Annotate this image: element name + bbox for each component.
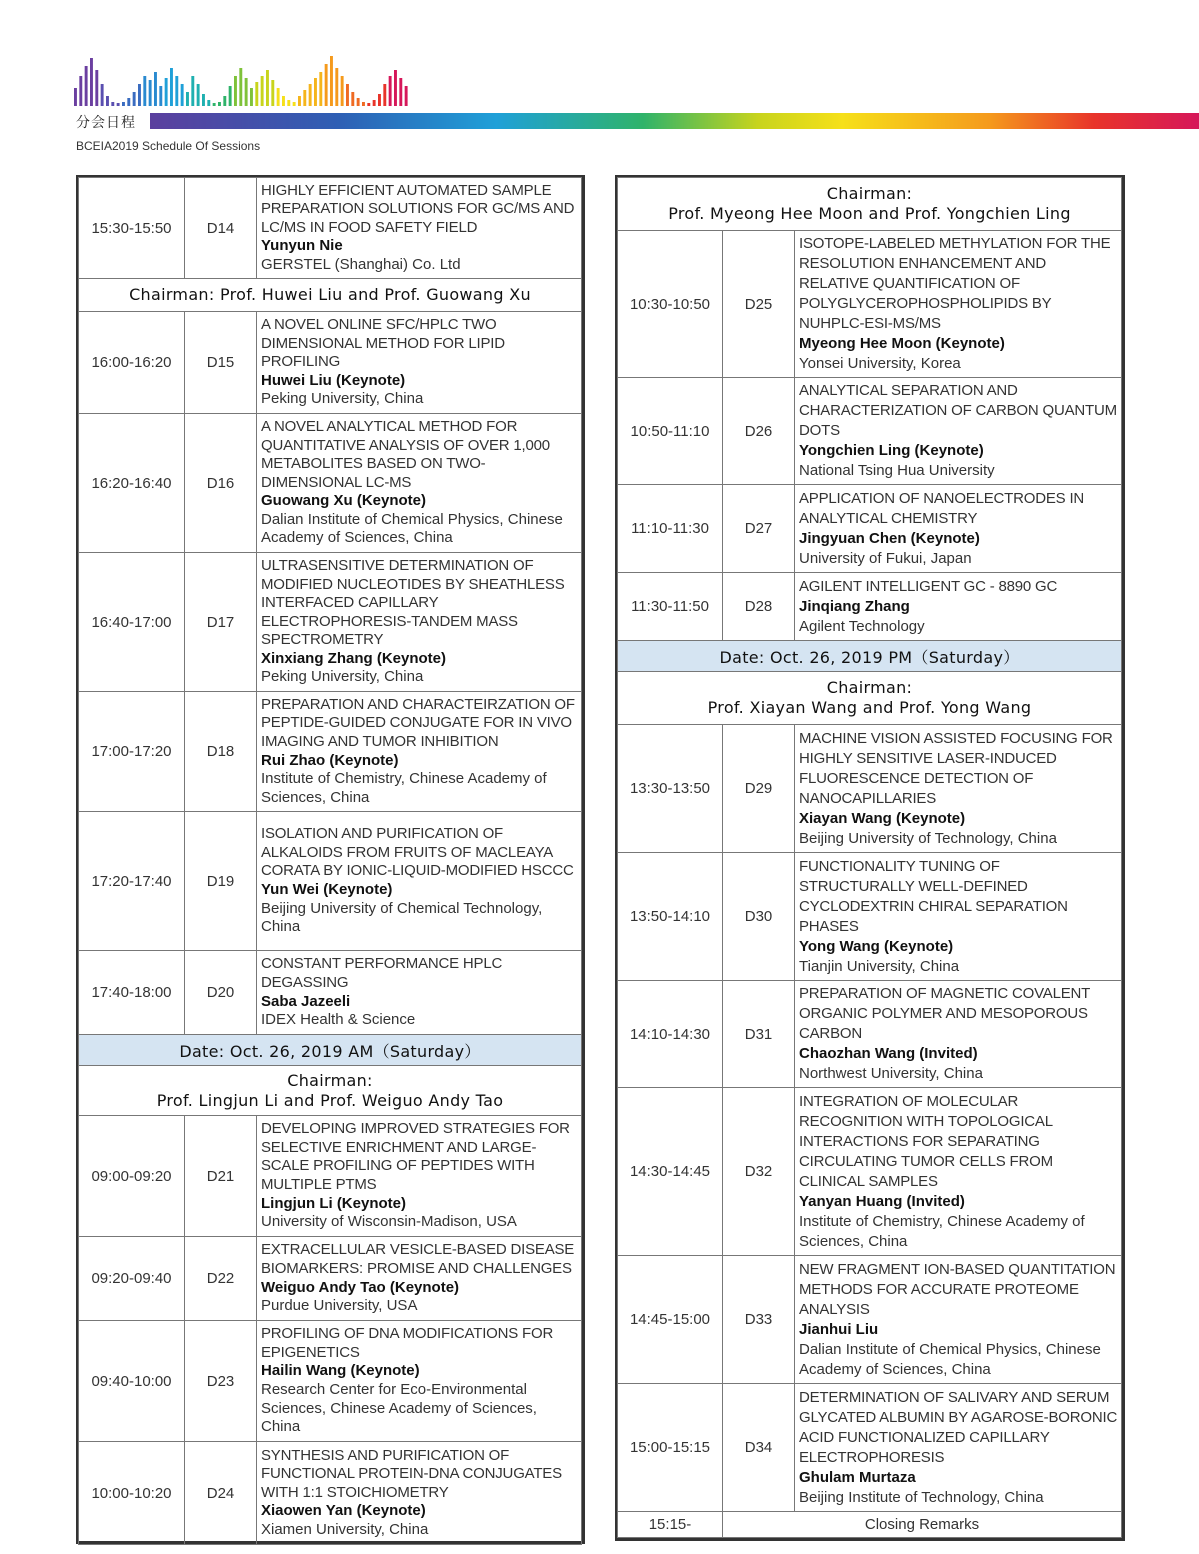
chairman-names: Prof. Xiayan Wang and Prof. Yong Wang <box>707 698 1032 717</box>
session-code: D22 <box>185 1237 257 1321</box>
talk-title: APPLICATION OF NANOELECTRODES IN ANALYTICAL CHEMISTRY <box>799 489 1085 527</box>
brand-logo-bars <box>74 46 410 106</box>
session-row <box>618 1256 1122 1384</box>
session-row <box>618 1384 1122 1512</box>
session-details <box>257 414 582 553</box>
logo-bar <box>191 76 194 106</box>
logo-bar <box>351 92 354 106</box>
session-time: 09:00-09:20 <box>79 1116 185 1237</box>
talk-title: INTEGRATION OF MOLECULAR RECOGNITION WITH TOPOLOGICAL INTERACTIONS FOR SEPARATING CIRCULATING TUMOR CELLS FROM CLINICAL SAMPLES <box>799 1092 1053 1190</box>
logo-bar <box>271 80 274 106</box>
chairman-text: Chairman: Prof. Huwei Liu and Prof. Guowang Xu <box>79 279 582 312</box>
session-row <box>618 378 1122 485</box>
chairman-label: Chairman: <box>826 184 913 203</box>
rainbow-banner <box>150 113 1199 129</box>
speaker-affiliation: Research Center for Eco-Environmental Sciences, Chinese Academy of Sciences, China <box>261 1381 537 1436</box>
chairman-names: Prof. Myeong Hee Moon and Prof. Yongchien Ling <box>668 204 1071 223</box>
session-row <box>79 414 582 553</box>
schedule-table-right <box>617 177 1122 1538</box>
speaker-affiliation: Dalian Institute of Chemical Physics, Chinese Academy of Sciences, China <box>799 1340 1101 1378</box>
session-time: 15:00-15:15 <box>618 1384 723 1512</box>
session-details <box>795 485 1122 573</box>
logo-bar <box>266 70 269 106</box>
schedule-right-column <box>615 175 1125 1541</box>
logo-bar <box>149 80 152 106</box>
speaker-name: Rui Zhao (Keynote) <box>261 751 399 769</box>
section-title-chinese: 分会日程 <box>76 115 136 131</box>
talk-title: ISOLATION AND PURIFICATION OF ALKALOIDS FROM FRUITS OF MACLEAYA CORATA BY IONIC-LIQUID-MODIFIED HSCCC <box>261 825 574 880</box>
session-row <box>618 573 1122 641</box>
session-code: D19 <box>185 812 257 951</box>
logo-bar <box>346 84 349 106</box>
logo-bar <box>133 92 136 106</box>
speaker-affiliation: University of Fukui, Japan <box>799 549 972 567</box>
speaker-name: Myeong Hee Moon (Keynote) <box>799 335 1005 352</box>
logo-bar <box>127 98 130 106</box>
session-row <box>618 485 1122 573</box>
talk-title: SYNTHESIS AND PURIFICATION OF FUNCTIONAL PROTEIN-DNA CONJUGATES WITH 1:1 STOICHIOMETRY <box>261 1446 562 1501</box>
logo-bar <box>394 70 397 106</box>
logo-bar <box>239 68 242 106</box>
chairman-names: Prof. Lingjun Li and Prof. Weiguo Andy Tao <box>156 1090 504 1110</box>
session-details <box>795 981 1122 1088</box>
logo-bar <box>85 66 88 106</box>
speaker-name: Yun Wei (Keynote) <box>261 881 393 898</box>
logo-bar <box>229 86 232 106</box>
logo-bar <box>303 90 306 106</box>
session-time: 10:30-10:50 <box>618 231 723 378</box>
session-row <box>79 1321 582 1442</box>
talk-title: AGILENT INTELLIGENT GC - 8890 GC <box>799 577 1058 595</box>
date-row <box>79 1035 582 1066</box>
session-details <box>795 231 1122 378</box>
session-time: 10:00-10:20 <box>79 1442 185 1545</box>
chairman-text <box>618 178 1122 231</box>
chairman-row <box>618 672 1122 725</box>
talk-title: CONSTANT PERFORMANCE HPLC DEGASSING <box>261 955 503 991</box>
speaker-name: Jinqiang Zhang <box>799 597 910 615</box>
talk-title: ULTRASENSITIVE DETERMINATION OF MODIFIED NUCLEOTIDES BY SHEATHLESS INTERFACED CAPILLARY ELECTROPHORESIS-TANDEM MASS SPECTROMETRY <box>261 556 565 649</box>
logo-bar <box>245 78 248 106</box>
session-code: D28 <box>723 573 795 641</box>
logo-bar <box>138 84 141 106</box>
session-time: 09:20-09:40 <box>79 1237 185 1321</box>
speaker-name: Yunyun Nie <box>261 237 343 255</box>
talk-title: A NOVEL ANALYTICAL METHOD FOR QUANTITATIVE ANALYSIS OF OVER 1,000 METABOLITES BASED ON TWO-DIMENSIONAL LC-MS <box>261 417 550 491</box>
logo-bar <box>319 72 322 106</box>
chairman-text <box>618 672 1122 725</box>
logo-bar <box>357 98 360 106</box>
logo-bar <box>143 76 146 106</box>
session-time: 15:15- <box>618 1512 723 1538</box>
closing-remarks: Closing Remarks <box>723 1512 1122 1538</box>
speaker-affiliation: IDEX Health & Science <box>261 1011 416 1029</box>
session-row <box>79 1237 582 1321</box>
speaker-name: Huwei Liu (Keynote) <box>261 371 406 389</box>
speaker-affiliation: Beijing University of Technology, China <box>799 829 1057 847</box>
section-title-english: BCEIA2019 Schedule Of Sessions <box>76 139 261 153</box>
speaker-affiliation: Peking University, China <box>261 390 424 408</box>
speaker-affiliation: Purdue University, USA <box>261 1297 418 1315</box>
talk-title: HIGHLY EFFICIENT AUTOMATED SAMPLE PREPARATION SOLUTIONS FOR GC/MS AND LC/MS IN FOOD SAFETY FIELD <box>261 181 575 236</box>
session-time: 10:50-11:10 <box>618 378 723 485</box>
speaker-name: Yongchien Ling (Keynote) <box>799 442 984 459</box>
logo-bar <box>383 84 386 106</box>
speaker-affiliation: Dalian Institute of Chemical Physics, Chinese Academy of Sciences, China <box>261 510 563 547</box>
logo-bar <box>293 102 296 106</box>
session-row <box>79 951 582 1035</box>
speaker-affiliation: Xiamen University, China <box>261 1520 429 1538</box>
logo-bar <box>154 72 157 106</box>
talk-title: ANALYTICAL SEPARATION AND CHARACTERIZATION OF CARBON QUANTUM DOTS <box>799 382 1117 439</box>
session-details <box>795 1384 1122 1512</box>
logo-bar <box>367 103 370 106</box>
session-details <box>257 178 582 279</box>
session-time: 14:10-14:30 <box>618 981 723 1088</box>
session-code: D24 <box>185 1442 257 1545</box>
session-code: D31 <box>723 981 795 1088</box>
session-code: D17 <box>185 553 257 692</box>
logo-bar <box>197 84 200 106</box>
speaker-affiliation: Beijing University of Chemical Technology, China <box>261 899 543 936</box>
speaker-name: Hailin Wang (Keynote) <box>261 1362 420 1380</box>
session-details <box>257 1116 582 1237</box>
talk-title: MACHINE VISION ASSISTED FOCUSING FOR HIGHLY SENSITIVE LASER-INDUCED FLUORESCENCE DETECTION OF NANOCAPILLARIES <box>799 729 1113 807</box>
session-details <box>257 1237 582 1321</box>
speaker-name: Weiguo Andy Tao (Keynote) <box>261 1278 460 1296</box>
logo-bar <box>79 76 82 106</box>
session-row <box>618 231 1122 378</box>
session-row <box>79 812 582 951</box>
logo-bar <box>101 84 104 106</box>
logo-bar <box>405 86 408 106</box>
chairman-row <box>618 178 1122 231</box>
speaker-affiliation: Beijing Institute of Technology, China <box>799 1488 1044 1506</box>
session-row <box>618 1088 1122 1256</box>
speaker-affiliation: GERSTEL (Shanghai) Co. Ltd <box>261 255 461 273</box>
speaker-name: Yong Wang (Keynote) <box>799 937 954 955</box>
session-date: Date: Oct. 26, 2019 AM（Saturday） <box>79 1035 582 1066</box>
session-code: D33 <box>723 1256 795 1384</box>
session-time: 11:30-11:50 <box>618 573 723 641</box>
session-row <box>79 1442 582 1545</box>
logo-bar <box>287 100 290 106</box>
talk-title: PREPARATION OF MAGNETIC COVALENT ORGANIC POLYMER AND MESOPOROUS CARBON <box>799 985 1090 1042</box>
speaker-name: Lingjun Li (Keynote) <box>261 1194 406 1212</box>
speaker-affiliation: Institute of Chemistry, Chinese Academy of Sciences, China <box>261 770 547 806</box>
speaker-affiliation: Institute of Chemistry, Chinese Academy of Sciences, China <box>799 1212 1085 1250</box>
talk-title: DEVELOPING IMPROVED STRATEGIES FOR SELECTIVE ENRICHMENT AND LARGE-SCALE PROFILING OF PEPTIDES WITH MULTIPLE PTMS <box>261 1120 570 1193</box>
logo-bar <box>213 103 216 106</box>
session-details <box>795 725 1122 853</box>
session-code: D18 <box>185 692 257 812</box>
speaker-name: Jianhui Liu <box>799 1320 879 1338</box>
session-row <box>618 853 1122 981</box>
speaker-affiliation: National Tsing Hua University <box>799 462 995 479</box>
logo-bar <box>218 102 221 106</box>
chairman-label: Chairman: <box>826 678 913 697</box>
speaker-affiliation: Agilent Technology <box>799 617 925 635</box>
session-code: D26 <box>723 378 795 485</box>
logo-bar <box>250 88 253 106</box>
session-details <box>795 573 1122 641</box>
speaker-name: Xinxiang Zhang (Keynote) <box>261 649 447 667</box>
speaker-name: Yanyan Huang (Invited) <box>799 1192 965 1210</box>
speaker-affiliation: Tianjin University, China <box>799 957 960 975</box>
logo-bar <box>341 76 344 106</box>
logo-bar <box>159 86 162 106</box>
session-details <box>257 692 582 812</box>
session-code: D29 <box>723 725 795 853</box>
session-time: 15:30-15:50 <box>79 178 185 279</box>
speaker-name: Ghulam Murtaza <box>799 1468 916 1486</box>
talk-title: PREPARATION AND CHARACTEIRZATION OF PEPTIDE-GUIDED CONJUGATE FOR IN VIVO IMAGING AND TUMOR INHIBITION <box>261 695 575 750</box>
speaker-name: Xiaowen Yan (Keynote) <box>261 1502 426 1520</box>
page-header <box>0 0 1199 165</box>
logo-bar <box>95 70 98 106</box>
session-details <box>795 378 1122 485</box>
speaker-name: Jingyuan Chen (Keynote) <box>799 529 980 547</box>
chairman-text <box>79 1066 582 1116</box>
speaker-name: Xiayan Wang (Keynote) <box>799 809 966 827</box>
logo-bar <box>373 100 376 106</box>
logo-bar <box>399 78 402 106</box>
session-time: 17:40-18:00 <box>79 951 185 1035</box>
session-time: 09:40-10:00 <box>79 1321 185 1442</box>
session-time: 14:30-14:45 <box>618 1088 723 1256</box>
speaker-affiliation: Yonsei University, Korea <box>799 355 961 372</box>
session-code: D27 <box>723 485 795 573</box>
session-time: 16:40-17:00 <box>79 553 185 692</box>
logo-bar <box>117 103 120 106</box>
session-code: D25 <box>723 231 795 378</box>
logo-bar <box>325 64 328 106</box>
session-code: D30 <box>723 853 795 981</box>
talk-title: DETERMINATION OF SALIVARY AND SERUM GLYCATED ALBUMIN BY AGAROSE-BORONIC ACID FUNCTIONALIZED CAPILLARY ELECTROPHORESIS <box>799 1388 1118 1466</box>
session-time: 13:30-13:50 <box>618 725 723 853</box>
session-details <box>257 1442 582 1545</box>
session-time: 17:00-17:20 <box>79 692 185 812</box>
session-time: 16:20-16:40 <box>79 414 185 553</box>
logo-bar <box>122 102 125 106</box>
session-row <box>79 178 582 279</box>
closing-row <box>618 1512 1122 1538</box>
session-code: D34 <box>723 1384 795 1512</box>
session-code: D21 <box>185 1116 257 1237</box>
session-time: 13:50-14:10 <box>618 853 723 981</box>
logo-bar <box>282 96 285 106</box>
session-time: 14:45-15:00 <box>618 1256 723 1384</box>
session-code: D23 <box>185 1321 257 1442</box>
session-details <box>257 1321 582 1442</box>
session-time: 11:10-11:30 <box>618 485 723 573</box>
logo-bar <box>170 68 173 106</box>
logo-bar <box>90 58 93 106</box>
session-row <box>618 725 1122 853</box>
logo-bar <box>181 84 184 106</box>
session-code: D20 <box>185 951 257 1035</box>
talk-title: PROFILING OF DNA MODIFICATIONS FOR EPIGENETICS <box>261 1325 554 1361</box>
speaker-name: Chaozhan Wang (Invited) <box>799 1045 978 1062</box>
session-code: D14 <box>185 178 257 279</box>
session-code: D16 <box>185 414 257 553</box>
logo-bar <box>298 96 301 106</box>
logo-bar <box>255 82 258 106</box>
logo-bar <box>223 96 226 106</box>
talk-title: FUNCTIONALITY TUNING OF STRUCTURALLY WELL-DEFINED CYCLODEXTRIN CHIRAL SEPARATION PHASES <box>799 857 1068 935</box>
session-row <box>618 981 1122 1088</box>
logo-bar <box>309 84 312 106</box>
date-row <box>618 641 1122 672</box>
session-row <box>79 312 582 414</box>
logo-bar <box>202 94 205 106</box>
speaker-affiliation: Northwest University, China <box>799 1065 983 1082</box>
logo-bar <box>207 100 210 106</box>
logo-bar <box>106 96 109 106</box>
session-details <box>257 951 582 1035</box>
session-details <box>257 812 582 951</box>
logo-bar <box>186 92 189 106</box>
session-details <box>257 312 582 414</box>
logo-bar <box>111 102 114 106</box>
chairman-row <box>79 279 582 312</box>
session-row <box>79 553 582 692</box>
session-row <box>79 692 582 812</box>
speaker-name: Guowang Xu (Keynote) <box>261 492 426 510</box>
logo-bar <box>335 68 338 106</box>
logo-bar <box>175 76 178 106</box>
logo-bar <box>389 76 392 106</box>
logo-bar <box>277 88 280 106</box>
session-time: 17:20-17:40 <box>79 812 185 951</box>
speaker-name: Saba Jazeeli <box>261 992 351 1010</box>
logo-bar <box>362 102 365 106</box>
logo-bar <box>330 56 333 106</box>
session-details <box>795 1088 1122 1256</box>
chairman-row <box>79 1066 582 1116</box>
schedule-left-column <box>76 175 585 1544</box>
session-details <box>257 553 582 692</box>
talk-title: A NOVEL ONLINE SFC/HPLC TWO DIMENSIONAL METHOD FOR LIPID PROFILING <box>261 316 505 371</box>
logo-bar <box>165 78 168 106</box>
logo-bar <box>314 78 317 106</box>
speaker-affiliation: Peking University, China <box>261 668 424 686</box>
session-details <box>795 1256 1122 1384</box>
logo-bar <box>261 76 264 106</box>
session-row <box>79 1116 582 1237</box>
session-date: Date: Oct. 26, 2019 PM（Saturday） <box>618 641 1122 672</box>
session-time: 16:00-16:20 <box>79 312 185 414</box>
speaker-affiliation: University of Wisconsin-Madison, USA <box>261 1213 517 1231</box>
talk-title: NEW FRAGMENT ION-BASED QUANTITATION METHODS FOR ACCURATE PROTEOME ANALYSIS <box>799 1260 1116 1318</box>
session-code: D32 <box>723 1088 795 1256</box>
logo-bar <box>378 94 381 106</box>
logo-bar <box>234 76 237 106</box>
talk-title: EXTRACELLULAR VESICLE-BASED DISEASE BIOMARKERS: PROMISE AND CHALLENGES <box>261 1241 575 1277</box>
session-details <box>795 853 1122 981</box>
schedule-table-left <box>78 177 582 1545</box>
chairman-label: Chairman: <box>287 1070 373 1090</box>
logo-bar <box>74 88 77 106</box>
session-code: D15 <box>185 312 257 414</box>
talk-title: ISOTOPE-LABELED METHYLATION FOR THE RESOLUTION ENHANCEMENT AND RELATIVE QUANTIFICATION OF POLYGLYCEROPHOSPHOLIPIDS BY NUHPLC-ESI-MS/MS <box>799 235 1111 332</box>
